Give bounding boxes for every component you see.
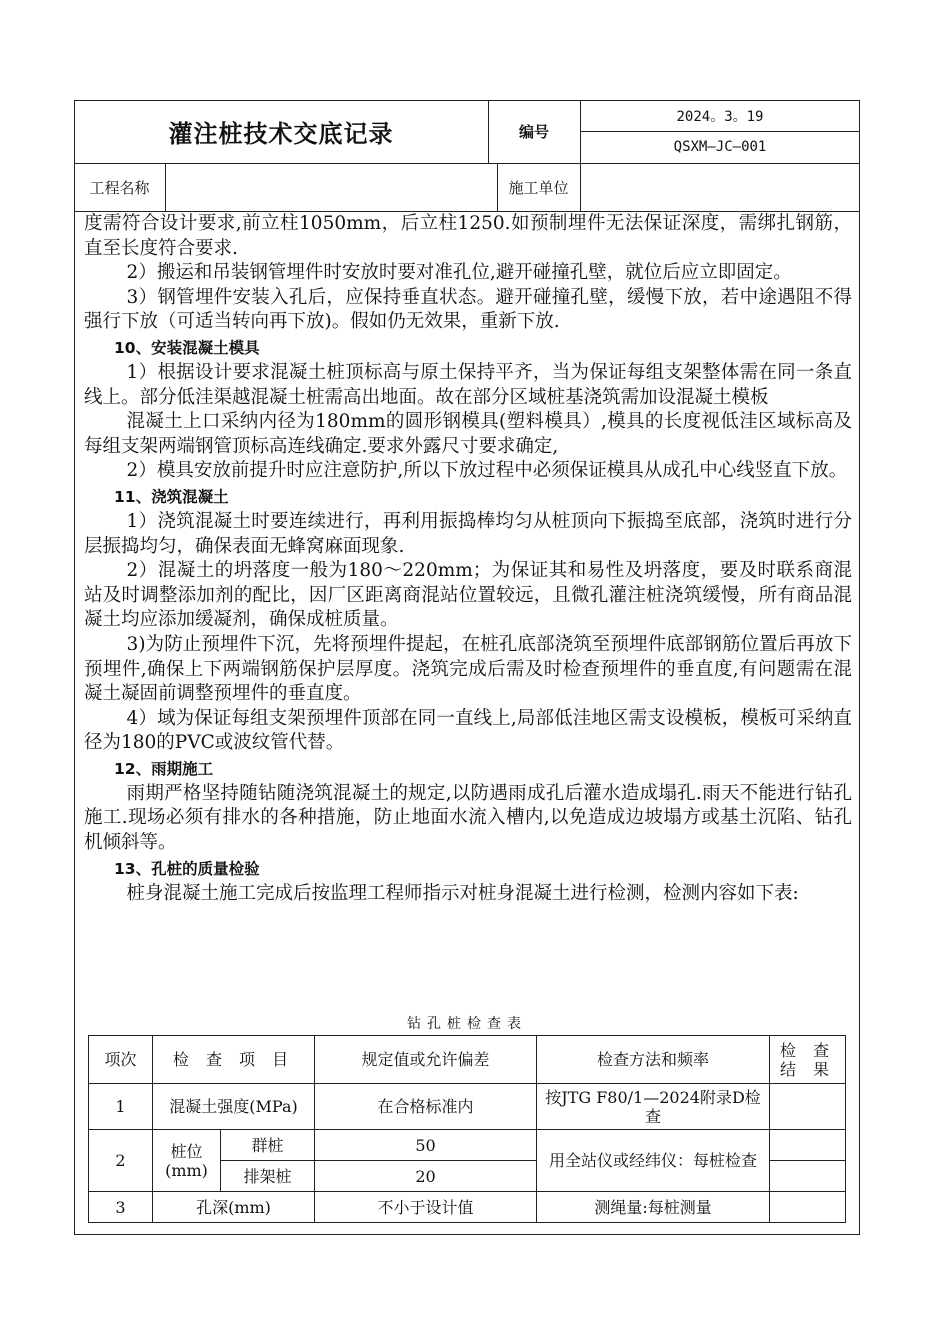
table-header-row <box>89 1036 846 1084</box>
construction-unit-value[interactable] <box>580 163 860 211</box>
paragraph: 1）根据设计要求混凝土桩顶标高与原土保持平齐，当为保证每组支架整体需在同一条直线上。部分低洼渠越混凝土桩需高出地面。故在部分区域桩基浇筑需加设混凝土模板 <box>84 361 852 408</box>
project-name-label: 工程名称 <box>89 178 150 197</box>
paragraph: 3）钢管埋件安装入孔后，应保持垂直状态。避开碰撞孔壁，缓慢下放，若中途遇阻不得强行下放（可适当转向再下放)。假如仍无效果，重新下放. <box>84 286 852 333</box>
allowed-value: 在合格标准内 <box>315 1084 537 1130</box>
paragraph: 度需符合设计要求,前立柱1050mm，后立柱1250.如预制埋件无法保证深度，需绑扎钢筋，直至长度符合要求. <box>84 213 852 259</box>
paragraph: 4）域为保证每组支架预埋件顶部在同一直线上,局部低洼地区需支设模板，模板可采纳直径为180的PVC或波纹管代替。 <box>84 707 852 754</box>
row-number: 3 <box>89 1192 153 1223</box>
check-item: 混凝土强度(MPa) <box>153 1084 315 1130</box>
row-number: 2 <box>89 1130 153 1192</box>
record-date: 2024。3。19 <box>676 108 764 125</box>
paragraph: 混凝土上口采纳内径为180mm的圆形钢模具(塑料模具）,模具的长度视低洼区域标高及每组支架两端钢管顶标高连线确定.要求外露尺寸要求确定, <box>84 411 852 457</box>
check-item: 孔深(mm) <box>153 1192 315 1223</box>
section-heading-11: 11、浇筑混凝土 <box>114 487 229 506</box>
project-name-value[interactable] <box>165 163 497 211</box>
check-result[interactable] <box>770 1192 846 1223</box>
header-cell: 检 查 项 目 <box>153 1036 315 1084</box>
check-result[interactable] <box>770 1161 846 1192</box>
header-cell: 项次 <box>89 1036 153 1084</box>
section-heading-13: 13、孔桩的质量检验 <box>114 859 260 878</box>
paragraph: 2）混凝土的坍落度一般为180～220mm；为保证其和易性及坍落度，要及时联系商混站及时调整添加剂的配比，因厂区距离商混站位置较远，且微孔灌注桩浇筑缓慢，所有商品混凝土均应添加缓凝剂，确保成桩质量。 <box>84 560 852 631</box>
paragraph: 桩身混凝土施工完成后按监理工程师指示对桩身混凝土进行检测，检测内容如下表: <box>126 882 799 904</box>
check-method: 用全站仪或经纬仪：每桩检查 <box>537 1130 770 1192</box>
row-number: 1 <box>89 1084 153 1130</box>
header-cell: 检查方法和频率 <box>537 1036 770 1084</box>
header-cell: 检 查 结 果 <box>770 1036 846 1084</box>
check-method: 按JTG F80/1—2024附录D检查 <box>537 1084 770 1130</box>
check-subitem: 群桩 <box>221 1130 315 1161</box>
allowed-value: 20 <box>315 1161 537 1192</box>
paragraph: 2）模具安放前提升时应注意防护,所以下放过程中必须保证模具从成孔中心线竖直下放。 <box>126 460 848 482</box>
table-row <box>89 1130 846 1161</box>
page-title: 灌注桩技术交底记录 <box>168 120 394 148</box>
paragraph: 雨期严格坚持随钻随浇筑混凝土的规定,以防遇雨成孔后灌水造成塌孔.雨天不能进行钻孔施工.现场必须有排水的各种措施，防止地面水流入槽内,以免造成边坡塌方或基土沉陷、钻孔机倾斜等。 <box>84 782 852 854</box>
number-label: 编号 <box>518 123 549 141</box>
inspection-table <box>88 1035 846 1223</box>
content-body <box>84 212 852 906</box>
allowed-value: 不小于设计值 <box>315 1192 537 1223</box>
construction-unit-label: 施工单位 <box>508 178 569 197</box>
record-code: QSXM—JC—001 <box>673 139 767 155</box>
check-subitem: 排架桩 <box>221 1161 315 1192</box>
paragraph: 3)为防止预埋件下沉，先将预埋件提起，在桩孔底部浇筑至预埋件底部钢筋位置后再放下预埋件,确保上下两端钢筋保护层厚度。浇筑完成后需及时检查预埋件的垂直度,有问题需在混凝土凝固前调整预埋件的垂直度。 <box>84 633 852 705</box>
table-row <box>89 1084 846 1130</box>
header-cell: 规定值或允许偏差 <box>315 1036 537 1084</box>
section-heading-12: 12、雨期施工 <box>114 759 214 778</box>
table-row <box>89 1192 846 1223</box>
table-caption: 钻孔桩检查表 <box>407 1016 527 1032</box>
allowed-value: 50 <box>315 1130 537 1161</box>
check-method: 测绳量:每桩测量 <box>537 1192 770 1223</box>
paragraph: 2）搬运和吊装钢管埋件时安放时要对准孔位,避开碰撞孔壁，就位后应立即固定。 <box>126 262 792 284</box>
check-item: 桩位(mm) <box>153 1130 221 1192</box>
paragraph: 1）浇筑混凝土时要连续进行，再利用振捣棒均匀从桩顶向下振捣至底部，浇筑时进行分层振捣均匀，确保表面无蜂窝麻面现象. <box>84 510 852 557</box>
section-heading-10: 10、安装混凝土模具 <box>114 338 260 357</box>
check-result[interactable] <box>770 1084 846 1130</box>
check-result[interactable] <box>770 1130 846 1161</box>
